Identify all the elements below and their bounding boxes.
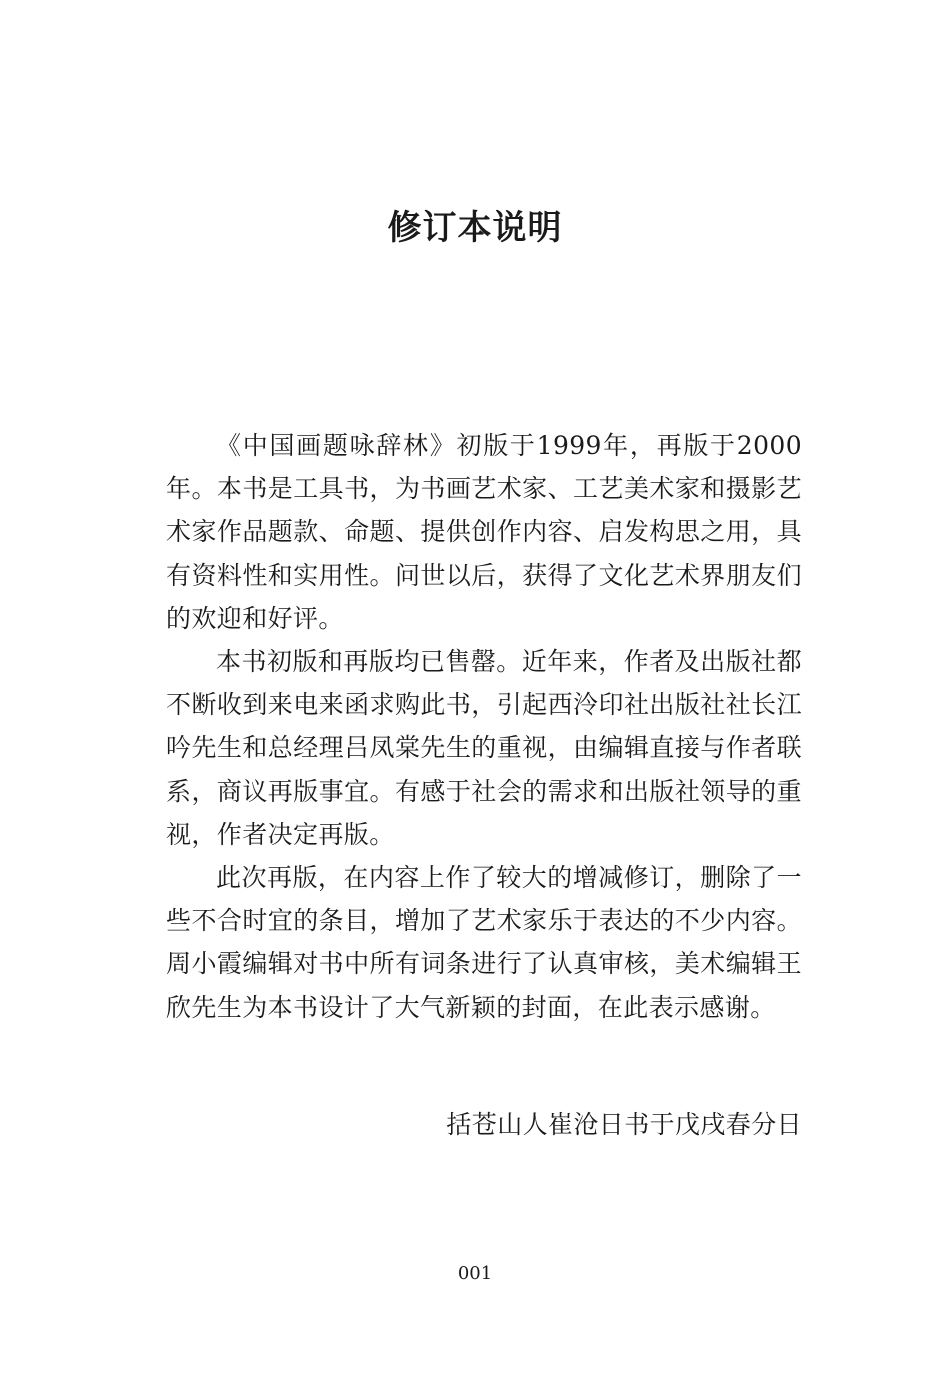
paragraph-3: 此次再版，在内容上作了较大的增减修订，删除了一些不合时宜的条目，增加了艺术家乐于表达的不少内容。周小霞编辑对书中所有词条进行了认真审核，美术编辑王欣先生为本书设计了大气新颖的封面，在此表示感谢。 bbox=[166, 863, 802, 1022]
page-title: 修订本说明 bbox=[387, 208, 563, 248]
page-number: 001 bbox=[457, 1263, 493, 1284]
body-text bbox=[166, 424, 802, 1029]
paragraph-2: 本书初版和再版均已售罄。近年来，作者及出版社都不断收到来电来函求购此书，引起西泠印社出版社社长江吟先生和总经理吕凤棠先生的重视，由编辑直接与作者联系，商议再版事宜。有感于社会的需求和出版社领导的重视，作者决定再版。 bbox=[166, 647, 802, 849]
signature: 括苍山人崔沧日书于戊戌春分日 bbox=[446, 1110, 802, 1139]
paragraph-1: 《中国画题咏辞林》初版于1999年，再版于2000年。本书是工具书，为书画艺术家、工艺美术家和摄影艺术家作品题款、命题、提供创作内容、启发构思之用，具有资料性和实用性。问世以后，获得了文化艺术界朋友们的欢迎和好评。 bbox=[166, 431, 802, 633]
